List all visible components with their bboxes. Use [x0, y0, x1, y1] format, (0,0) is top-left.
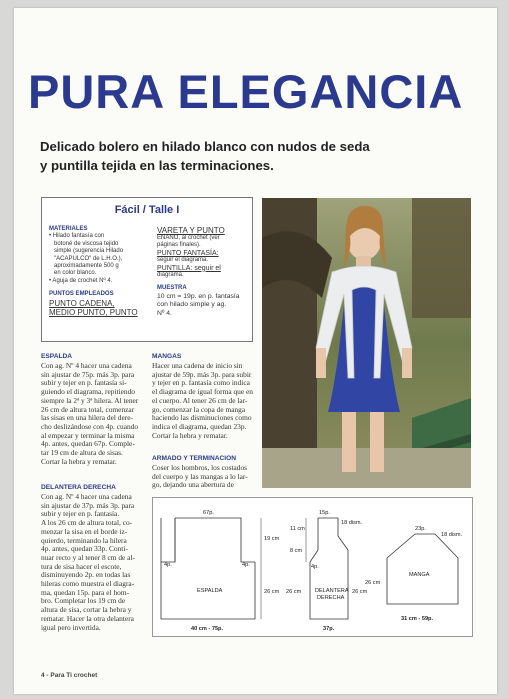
materials-line: botoné de viscosa tejido [54, 240, 119, 247]
stitch-line: PUNTO FANTASÍA: [157, 249, 219, 257]
text-line: go, comenzar la copa de manga [152, 404, 246, 414]
text-line: disminuyendo 2p. en todas las [41, 570, 131, 580]
text-line: Coser los hombros, los costados [152, 463, 248, 472]
materials-column [49, 226, 145, 317]
stitch-line: PUNTILLA: seguir el [157, 264, 221, 272]
text-line: 4p. antes, quedan 33p. Conti- [41, 544, 128, 554]
stitch-line: seguir el diagrama. [157, 257, 209, 264]
materials-line: aproximadamente 500 g [54, 263, 119, 270]
delantera-bottom-label: 37p. [323, 626, 335, 632]
stitches-line: PUNTO CADENA, [49, 298, 115, 308]
text-line: tura de sisa hacer el escote, [41, 561, 122, 571]
gauge-line: Nº 4. [157, 309, 172, 317]
text-line: y tejer en p. fantasía como indica [152, 378, 250, 388]
stitch-line: páginas finales). [157, 242, 201, 249]
espalda-height-label: 26 cm [264, 589, 280, 595]
text-line: subir y tejer en p. fantasía. [41, 509, 120, 519]
text-line: Cortar la hebra y rematar. [152, 430, 228, 440]
delantera-right-height: 26 cm [352, 589, 368, 595]
text-line: Hacer una cadena de inicio sin [152, 361, 243, 370]
delantera-name-2: DERECHA [317, 595, 345, 601]
stitches-line: MEDIO PUNTO, PUNTO [49, 307, 138, 317]
espalda-schematic [161, 510, 280, 632]
pattern-diagram [152, 497, 473, 637]
manga-bottom-label: 31 cm - 59p. [401, 616, 434, 622]
text-line: tar 19 cm de altura de sisas. [41, 448, 123, 458]
text-line: Cortar la hebra y rematar. [41, 456, 117, 466]
materials-line: • Aguja de crochet Nº 4. [49, 277, 113, 284]
text-line: altura de sisa, cortar la hebra y [41, 605, 132, 615]
espalda-heading: ESPALDA [41, 353, 73, 360]
manga-decrease-label: 18 dism. [441, 532, 463, 538]
espalda-sisa-label: 19 cm [264, 536, 280, 542]
delantera-mid-height: 8 cm [290, 548, 303, 554]
delantera-schematic [286, 510, 368, 632]
espalda-top-label: 67p. [203, 510, 214, 516]
text-line: nuar recto y al tener 8 cm de al- [41, 552, 135, 562]
materials-line: • Hilado fantasía con [49, 233, 105, 240]
delantera-top-label: 15p. [319, 510, 330, 516]
difficulty-heading: Fácil / Talle I [114, 204, 180, 216]
mangas-text [152, 362, 256, 440]
subtitle [40, 137, 460, 175]
text-line: 4p. antes, quedan 67p. Comple- [41, 439, 135, 449]
text-line: Con ag. Nº 4 hacer una cadena [41, 361, 132, 370]
delantera-heading: DELANTERA DERECHA [41, 484, 116, 491]
subtitle-line-2: y puntilla tejida en las terminaciones. [40, 158, 274, 173]
materials-line: "ACAPULCO" de L.H.O.), [54, 255, 123, 262]
text-line: las sisas en una hilera del dere- [41, 413, 133, 423]
delantera-left-height: 26 cm [286, 589, 302, 595]
text-line: rematar. Hacer la otra delantera [41, 613, 134, 623]
text-line: Con ag. Nº 4 hacer una cadena [41, 492, 132, 501]
subtitle-line-1: Delicado bolero en hilado blanco con nudos de seda [40, 139, 370, 154]
espalda-bottom-label: 40 cm - 75p. [191, 626, 224, 632]
stitches-column [157, 226, 249, 318]
text-line: ajustar de 59p. más 3p. para subir [152, 369, 252, 379]
text-line: sin ajustar de 37p. más 3p. para [41, 500, 135, 510]
text-line: go, dejando una abertura de [152, 480, 234, 490]
manga-name: MANGA [409, 572, 430, 578]
info-box [41, 197, 253, 342]
text-line: hileras como muestra el diagra- [41, 579, 135, 589]
text-line: haciendo las disminuciones como [152, 413, 252, 423]
text-line: siempre la 2ª y 3ª hilera. Al tener [41, 395, 139, 405]
armado-heading: ARMADO Y TERMINACION [152, 455, 237, 462]
text-line: igual pero invertida. [41, 622, 101, 632]
text-line: 26 cm de altura total, comenzar [41, 404, 135, 414]
text-line: bro. Completar los 19 cm de [41, 596, 126, 606]
text-line: indica el diagrama, quedan 23p. [152, 421, 247, 431]
espalda-right-label: 4p. [242, 562, 250, 568]
espalda-name: ESPALDA [197, 588, 223, 594]
stitches-heading: PUNTOS EMPLEADOS [49, 291, 114, 298]
text-line: el cuerpo. Al tener 26 cm de lar- [152, 395, 248, 405]
gauge-heading: MUESTRA [157, 285, 187, 292]
materials-line: en color blanco. [54, 270, 97, 277]
text-line: del cuerpo y las mangas a lo lar- [152, 471, 248, 481]
materials-line: simple (sugerencia Hilado [54, 248, 124, 255]
text-line: ma, quedan 15p. para el hom- [41, 587, 130, 597]
text-line: guiendo el diagrama, repitiendo [41, 387, 135, 397]
text-line: subir y tejer en p. fantasía si- [41, 378, 127, 388]
page-title: PURA ELEGANCIA [28, 65, 464, 118]
manga-height-label: 26 cm [365, 580, 381, 586]
text-line: al empezar y terminar la misma [41, 430, 135, 440]
gauge-line: con hilado simple y ag. [157, 301, 227, 309]
delantera-text [41, 493, 148, 632]
stitch-line: ENANO, al crochet (ver [157, 235, 220, 241]
espalda-text [41, 362, 148, 466]
manga-top-label: 23p. [415, 526, 426, 532]
stitch-line: VARETA Y PUNTO [157, 226, 225, 235]
text-line: el diagrama de igual forma que en [152, 387, 253, 397]
text-line: A los 26 cm de altura total, co- [41, 518, 133, 528]
page-footer: 4 - Para Ti crochet [41, 672, 98, 679]
mangas-heading: MANGAS [152, 353, 182, 360]
stitch-line: diagrama. [157, 272, 184, 279]
delantera-side-label: 4p. [311, 564, 319, 570]
materials-heading: MATERIALES [49, 226, 88, 232]
delantera-decrease-label: 18 dism. [341, 520, 363, 526]
text-line: quierdo, terminando la hilera [41, 535, 127, 545]
espalda-left-label: 4p. [164, 562, 172, 568]
armado-text [152, 464, 256, 490]
text-line: sin ajustar de 75p. más 3p. para [41, 369, 135, 379]
text-line: menzar la sisa en el borde iz- [41, 526, 128, 536]
model-photo [262, 198, 471, 488]
manga-schematic [365, 526, 463, 622]
delantera-top-height: 11 cm [290, 526, 305, 532]
text-line: cho deslizándose con 4p. cuando [41, 421, 139, 431]
delantera-name-1: DELANTERA [315, 588, 349, 594]
gauge-line: 10 cm = 19p. en p. fantasía [157, 292, 240, 300]
